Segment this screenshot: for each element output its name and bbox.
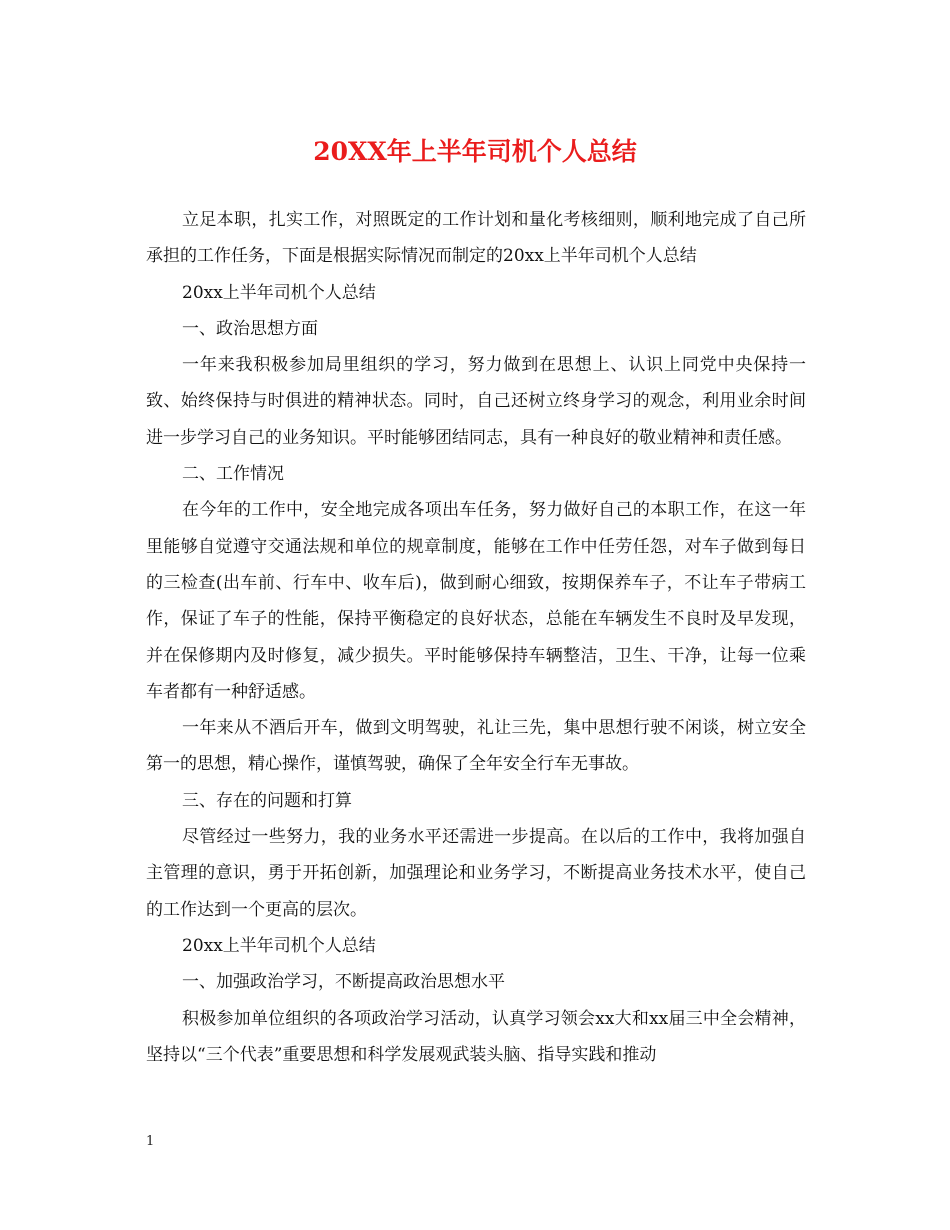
section-heading: 三、存在的问题和打算 <box>182 790 352 811</box>
section-heading: 20xx上半年司机个人总结 <box>182 935 376 956</box>
document-body <box>146 202 806 1073</box>
section-heading: 20xx上半年司机个人总结 <box>182 282 376 303</box>
section-heading: 一、政治思想方面 <box>182 318 318 339</box>
body-paragraph: 一年来我积极参加局里组织的学习，努力做到在思想上、认识上同党中央保持一致、始终保持与时俱进的精神状态。同时，自己还树立终身学习的观念，利用业余时间进一步学习自己的业务知识。平时能够团结同志，具有一种良好的敬业精神和责任感。 <box>146 355 806 448</box>
page-number: 1 <box>146 1134 155 1149</box>
body-paragraph: 尽管经过一些努力，我的业务水平还需进一步提高。在以后的工作中，我将加强自主管理的意识，勇于开拓创新，加强理论和业务学习，不断提高业务技术水平，使自己的工作达到一个更高的层次。 <box>146 827 806 920</box>
body-paragraph: 积极参加单位组织的各项政治学习活动，认真学习领会xx大和xx届三中全会精神，坚持以“三个代表”重要思想和科学发展观武装头脑、指导实践和推动 <box>146 1008 806 1065</box>
body-paragraph: 一年来从不酒后开车，做到文明驾驶，礼让三先，集中思想行驶不闲谈，树立安全第一的思想，精心操作，谨慎驾驶，确保了全年安全行车无事故。 <box>146 718 806 775</box>
document-title: 20XX年上半年司机个人总结 <box>313 137 637 166</box>
intro-paragraph: 立足本职，扎实工作，对照既定的工作计划和量化考核细则，顺利地完成了自己所承担的工作任务，下面是根据实际情况而制定的20xx上半年司机个人总结 <box>146 210 806 267</box>
section-heading: 二、工作情况 <box>182 464 284 485</box>
section-heading: 一、加强政治学习，不断提高政治思想水平 <box>182 972 505 993</box>
body-paragraph: 在今年的工作中，安全地完成各项出车任务，努力做好自己的本职工作，在这一年里能够自觉遵守交通法规和单位的规章制度，能够在工作中任劳任怨，对车子做到每日的三检查(出车前、行车中、收车后)，做到耐心细致，按期保养车子，不让车子带病工作，保证了车子的性能，保持平衡稳定的良好状态，总能在车辆发生不良时及早发现，并在保修期内及时修复，减少损失。平时能够保持车辆整洁，卫生、干净，让每一位乘车者都有一种舒适感。 <box>146 500 806 702</box>
